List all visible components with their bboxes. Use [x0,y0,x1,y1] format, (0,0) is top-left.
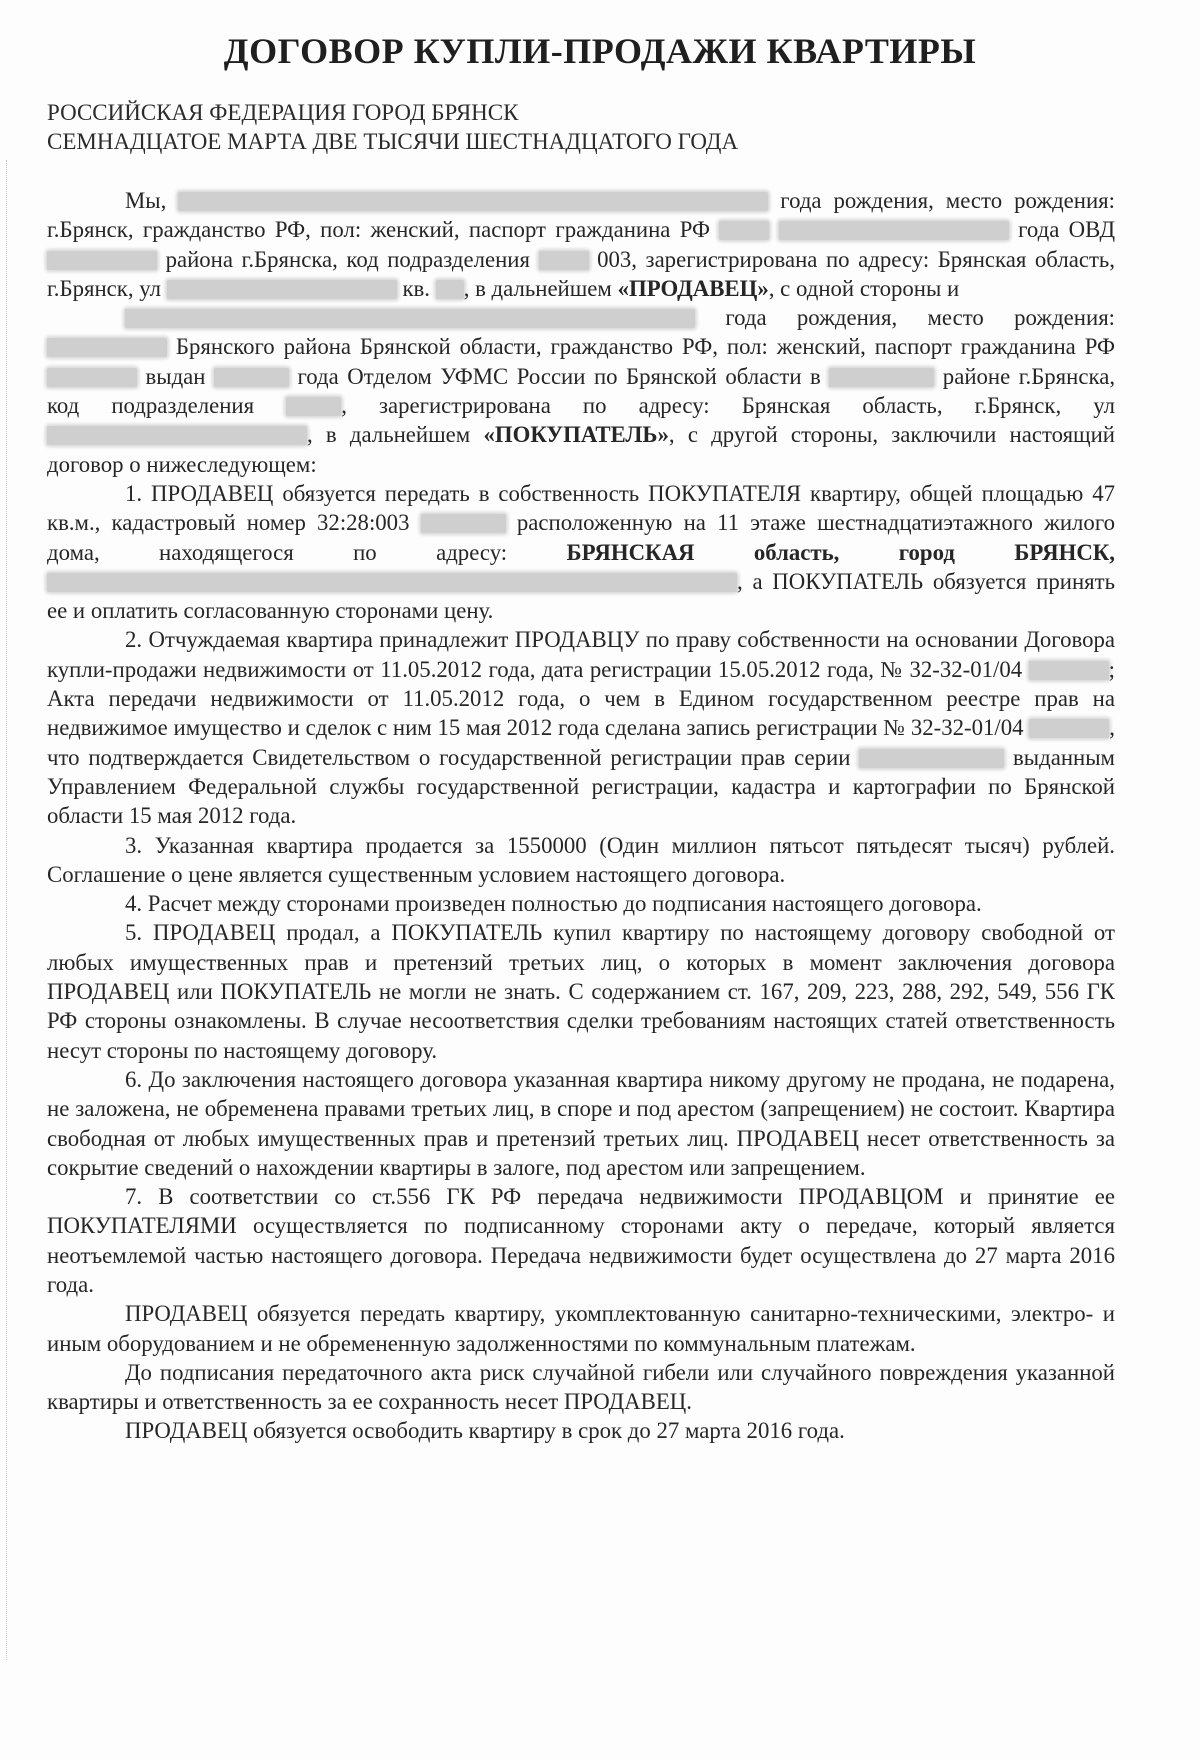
header-date: СЕМНАДЦАТОЕ МАРТА ДВЕ ТЫСЯЧИ ШЕСТНАДЦАТОГО ГОДА [47,129,739,154]
clause-1-text-3: , а ПОКУПАТЕЛЬ обязуется принять ее и оплатить согласованную сторонами цену. [47,568,1115,624]
redacted-certificate-series [859,749,1004,768]
buyer-text-5: районе г.Брянска, код подразделения [47,363,1116,419]
scan-edge-artifact [6,160,10,1660]
redacted-property-address [47,573,737,592]
clause-2-text-3: , что подтверждается Свидетельством о государственной регистрации прав серии [47,715,1115,770]
seller-role: «ПРОДАВЕЦ» [617,275,769,301]
seller-text-4: 003, зарегистрирована по адресу: Брянская область, г.Брянск, ул [47,246,1115,301]
redacted-passport-number [779,221,1009,240]
redacted-issue-date [214,368,289,387]
clause-2 [47,625,1115,830]
clause-7-vacate: ПРОДАВЕЦ обязуется освободить квартиру в срок до 27 марта 2016 года. [125,1418,845,1444]
clause-1-text-1: 1. ПРОДАВЕЦ обязуется передать в собственность ПОКУПАТЕЛЯ квартиру, общей площадью 47 кв.м., кадастровый номер 32:28:003 [47,480,1115,536]
redacted-cadastral-suffix [421,514,506,533]
clause-3: 3. Указанная квартира продается за 1550000 (Один миллион пятьсот пятьдесят тысяч) рублей. Соглашение о цене является существенным условием настоящего договора. [47,832,1115,887]
redacted-passport-series [719,221,769,240]
clause-6: 6. До заключения настоящего договора указанная квартира никому другому не продана, не подарена, не заложена, не обременена правами третьих лиц, в споре и под арестом (запрещением) не состоит. Квартира свободная от любых имущественных прав и претензий третьих лиц. ПРОДАВЕЦ несет ответственность за сокрытие сведений о нахождении квартиры в залоге, под арестом или запрещением. [47,1066,1115,1180]
redacted-seller-street [167,280,397,299]
seller-text-3: района г.Брянска, код подразделения [165,246,530,272]
redacted-division-code [539,251,589,270]
redacted-buyer-street [47,426,307,445]
redacted-seller-name [178,192,768,211]
seller-paragraph [47,186,1115,303]
redacted-ovd [47,251,157,270]
seller-text-2: года ОВД [1018,217,1116,243]
clause-2-text-1: 2. Отчуждаемая квартира принадлежит ПРОДАВЦУ по праву собственности на основании Договора купли-продажи недвижимости от 11.05.2012 года, дата регистрации 15.05.2012 года, № 32-32-01/04 [47,627,1115,682]
seller-text-1: года рождения, место рождения: г.Брянск, гражданство РФ, пол: женский, паспорт гражданина РФ [47,188,1116,243]
header-place: РОССИЙСКАЯ ФЕДЕРАЦИЯ ГОРОД БРЯНСК [47,100,519,125]
clause-4: 4. Расчет между сторонами произведен полностью до подписания настоящего договора. [125,891,982,917]
redacted-record-suffix [1029,719,1109,738]
clause-7-risk: До подписания передаточного акта риск случайной гибели или случайного повреждения указанной квартиры и ответственность за ее сохранность несет ПРОДАВЕЦ. [47,1359,1115,1415]
clause-1-address: БРЯНСКАЯ область, город БРЯНСК, [566,539,1116,565]
buyer-text-3: выдан [145,363,206,389]
buyer-paragraph [47,303,1115,479]
seller-text-7: , с одной стороны и [768,275,960,301]
clause-2-text-4: выданным Управлением Федеральной службы государственной регистрации, кадастра и картографии по Брянской области 15 мая 2012 года. [47,744,1115,829]
redacted-registration-suffix [1029,661,1109,680]
buyer-role: «ПОКУПАТЕЛЬ» [483,422,669,448]
clause-2-text-2: ; Акта передачи недвижимости от 11.05.2012 года, о чем в Едином государственном реестре прав на недвижимое имущество и сделок с ним 15 мая 2012 года сделана запись регистрации № 32-32-01/04 [47,656,1115,741]
redacted-buyer-passport [47,368,137,387]
seller-text-5: кв. [402,275,430,301]
buyer-text-6: , зарегистрирована по адресу: Брянская область, г.Брянск, ул [341,393,1115,419]
seller-intro: Мы, [125,188,167,213]
buyer-text-2: Брянского района Брянской области, гражданство РФ, пол: женский, паспорт гражданина РФ [175,334,1115,360]
clause-1 [47,479,1115,625]
buyer-text-4: года Отделом УФМС России по Брянской области в [297,363,821,389]
clause-5: 5. ПРОДАВЕЦ продал, а ПОКУПАТЕЛЬ купил квартиру по настоящему договору свободной от любых имущественных прав и претензий третьих лиц, о которых в момент заключения договора ПРОДАВЕЦ или ПОКУПАТЕЛЬ не могли не знать. С содержанием ст. 167, 209, 223, 288, 292, 549, 556 ГК РФ стороны ознакомлены. В случае несоответствия сделки требованиям настоящих статей ответственность несут стороны по настоящему договору. [47,920,1115,1063]
clause-7: 7. В соответствии со ст.556 ГК РФ передача недвижимости ПРОДАВЦОМ и принятие ее ПОКУПАТЕЛЯМИ осуществляется по подписанному сторонами акту о передаче, который является неотъемлемой частью настоящего договора. Передача недвижимости будет осуществлена до 27 марта 2016 года. [47,1184,1115,1297]
redacted-buyer-name [125,309,695,328]
document-title: ДОГОВОР КУПЛИ-ПРОДАЖИ КВАРТИРЫ [223,31,977,71]
clause-1-text-2: расположенную на 11 этаже шестнадцатиэтажного жилого дома, находящегося по адресу: [47,510,1115,565]
clause-7-equipment: ПРОДАВЕЦ обязуется передать квартиру, укомплектованную санитарно-техническими, электро- и иным оборудованием и не обремененную задолженностями по коммунальным платежам. [47,1301,1115,1356]
buyer-text-8: , с другой стороны, заключили настоящий договор о нижеследующем: [47,422,1116,477]
redacted-birthplace [47,338,167,357]
redacted-buyer-division-code [286,397,341,416]
buyer-text-7: , в дальнейшем [307,422,471,448]
redacted-district [829,368,934,387]
redacted-flat-number [436,280,464,299]
buyer-text-1: года рождения, место рождения: [725,305,1116,331]
contract-body [47,186,1115,1446]
seller-text-6: , в дальнейшем [463,275,612,301]
